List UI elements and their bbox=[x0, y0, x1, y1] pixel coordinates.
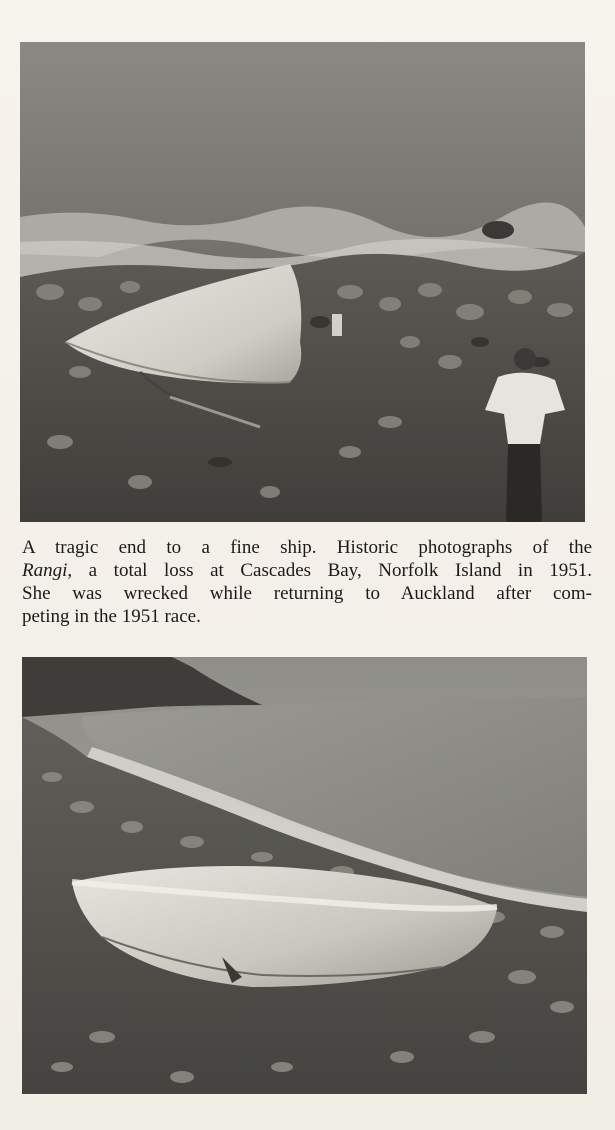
ship-name: Rangi bbox=[22, 560, 68, 581]
caption-line-4: peting in the 1951 race. bbox=[22, 606, 201, 627]
caption-line-2 bbox=[22, 559, 592, 582]
photo-caption bbox=[22, 536, 592, 628]
photo-wreck-rocky-shore bbox=[20, 42, 585, 522]
photo-bottom-image bbox=[22, 657, 587, 1094]
caption-line-2-rest: , a total loss at Cascades Bay, Norfolk Island in 1951. bbox=[67, 560, 592, 581]
photo-top-image bbox=[20, 42, 585, 522]
photo-wreck-stony-beach bbox=[22, 657, 587, 1094]
caption-line-3: She was wrecked while returning to Auckland after com- bbox=[22, 583, 592, 604]
caption-line-1: A tragic end to a fine ship. Historic photographs of the bbox=[22, 537, 592, 558]
